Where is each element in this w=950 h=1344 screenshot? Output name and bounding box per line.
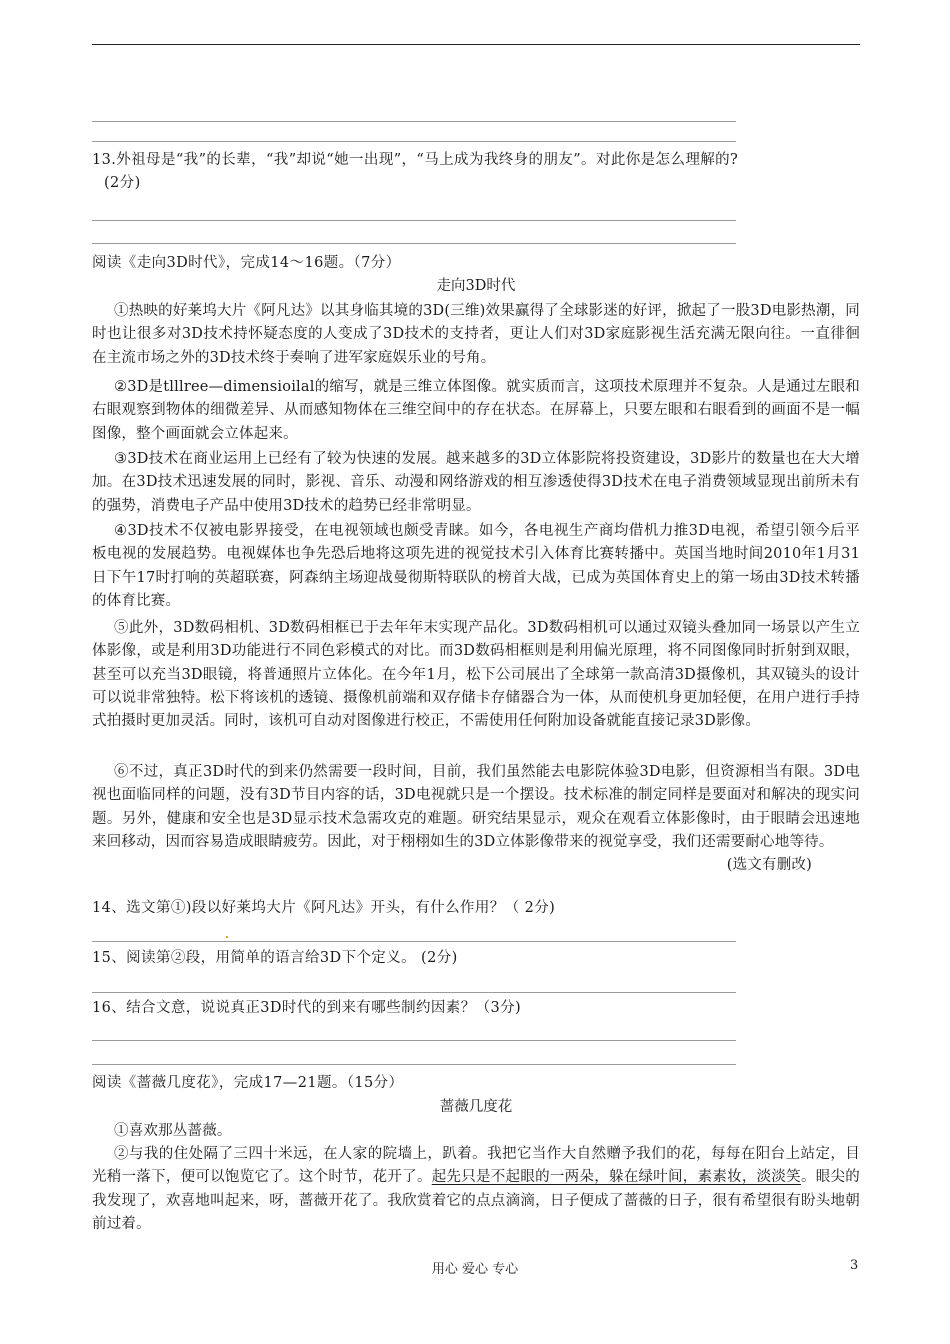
answer-line[interactable] xyxy=(92,1040,736,1041)
answer-line[interactable] xyxy=(92,220,736,221)
question-14: 14、选文第①)段以好莱坞大片《阿凡达》开头，有什么作用？（ 2分) xyxy=(92,900,556,916)
paragraph-s2-2-text-b: 。眼尖的我发现了，欢喜地叫起来，呀，蔷薇开花了。我欣赏着它的点点滴滴，日子便成了蔷薇的日子，很有希望很有盼头地朝前过着。 xyxy=(92,1169,860,1232)
paragraph-6-text: ⑥不过，真正3D时代的到来仍然需要一段时间，目前，我们虽然能去电影院体验3D电影，但资源相当有限。3D电视也面临同样的问题，没有3D节目内容的话，3D电视就只是一个摆设。技术标准的制定同样是要面对和解决的现实问题。另外，健康和安全也是3D显示技术急需攻克的难题。研究结果显示，观众在观看立体影像时，由于眼睛会迅速地来回移动，因而容易造成眼睛疲劳。因此，对于栩栩如生的3D立体影像带来的视觉享受，我们还需要耐心地等待。 xyxy=(92,764,860,850)
paragraph-4: ④3D技术不仅被电影界接受，在电视领域也颇受青睐。如今，各电视生产商均借机力推3D电视，希望引领今后平板电视的发展趋势。电视媒体也争先恐后地将这项先进的视觉技术引入体育比赛转播中。英国当地时间2010年1月31日下午17时打响的英超联赛，阿森纳主场迎战曼彻斯特联队的榜首大战，已成为英国体育史上的第一场由3D技术转播的体育比赛。 xyxy=(92,523,860,609)
header-rule xyxy=(92,44,860,45)
stray-mark xyxy=(226,936,228,938)
answer-line[interactable] xyxy=(92,243,736,244)
paragraph-6 xyxy=(92,761,860,877)
paragraph-s2-2-text-a: ②与我的住处隔了三四十米远，在人家的院墙上，趴着。我把它当作大自然赠予我们的花，每每在阳台上站定，目光稍一落下，便可以饱览它了。这个时节，花开了。 xyxy=(92,1146,860,1186)
section1-intro: 阅读《走向3D时代》，完成14～16题。（7分） xyxy=(92,255,401,271)
section2-intro: 阅读《蔷薇几度花》，完成17—21题。（15分） xyxy=(92,1075,404,1091)
section2-title: 蔷薇几度花 xyxy=(439,1099,513,1115)
underlined-sentence: 起先只是不起眼的一两朵，躲在绿叶间，素素妆，淡淡笑 xyxy=(431,1169,801,1186)
paragraph-3: ③3D技术在商业运用上已经有了较为快速的发展。越来越多的3D立体影院将投资建设，3D影片的数量也在大大增加。在3D技术迅速发展的同时，影视、音乐、动漫和网络游戏的相互渗透使得3D技术在电子消费领域显现出前所未有的强势，消费电子产品中使用3D技术的趋势已经非常明显。 xyxy=(92,451,860,514)
paragraph-s2-2 xyxy=(92,1143,860,1236)
question-13-score: (2分) xyxy=(104,175,141,191)
paragraph-1: ①热映的好莱坞大片《阿凡达》以其身临其境的3D(三维)效果赢得了全球影迷的好评，掀起了一股3D电影热潮，同时也让很多对3D技术持怀疑态度的人变成了3D技术的支持者，更让人们对3D家庭影视生活充满无限向往。一直徘徊在主流市场之外的3D技术终于奏响了进军家庭娱乐业的号角。 xyxy=(92,303,860,366)
question-13: 13.外祖母是“我”的长辈，“我”却说“她一出现”，“马上成为我终身的朋友”。对此你是怎么理解的? xyxy=(92,152,739,168)
answer-line[interactable] xyxy=(92,141,736,142)
paragraph-s2-1: ①喜欢那丛蔷薇。 xyxy=(114,1123,232,1139)
question-15: 15、阅读第②段，用简单的语言给3D下个定义。 (2分) xyxy=(92,950,458,966)
answer-line[interactable] xyxy=(92,992,736,993)
answer-line[interactable] xyxy=(92,941,736,942)
page-number: 3 xyxy=(850,1258,859,1273)
answer-line[interactable] xyxy=(92,1064,736,1065)
page-footer: 用心 爱心 专心 xyxy=(431,1262,519,1277)
answer-line[interactable] xyxy=(92,121,736,122)
section1-title: 走向3D时代 xyxy=(436,278,516,294)
paragraph-2: ②3D是tlllree—dimensioilal的缩写，就是三维立体图像。就实质而言，这项技术原理并不复杂。人是通过左眼和右眼观察到物体的细微差异、从而感知物体在三维空间中的存在状态。在屏幕上，只要左眼和右眼看到的画面不是一幅图像，整个画面就会立体起来。 xyxy=(92,379,860,442)
paragraph-5: ⑤此外，3D数码相机、3D数码相框已于去年年末实现产品化。3D数码相机可以通过双镜头叠加同一场景以产生立体影像，或是利用3D功能进行不同色彩模式的对比。而3D数码相框则是利用偏光原理，将不同图像同时折射到双眼，甚至可以充当3D眼镜，将普通照片立体化。在今年1月，松下公司展出了全球第一款高清3D摄像机，其双镜头的设计可以说非常独特。松下将该机的透镜、摄像机前端和双存储卡存储器合为一体，从而使机身更加轻便，在用户进行手持式拍摄时更加灵活。同时，该机可自动对图像进行校正，不需使用任何附加设备就能直接记录3D影像。 xyxy=(92,620,860,730)
source-note: (选文有删改) xyxy=(726,857,812,874)
question-16: 16、结合文意，说说真正3D时代的到来有哪些制约因素？（3分) xyxy=(92,1000,522,1016)
